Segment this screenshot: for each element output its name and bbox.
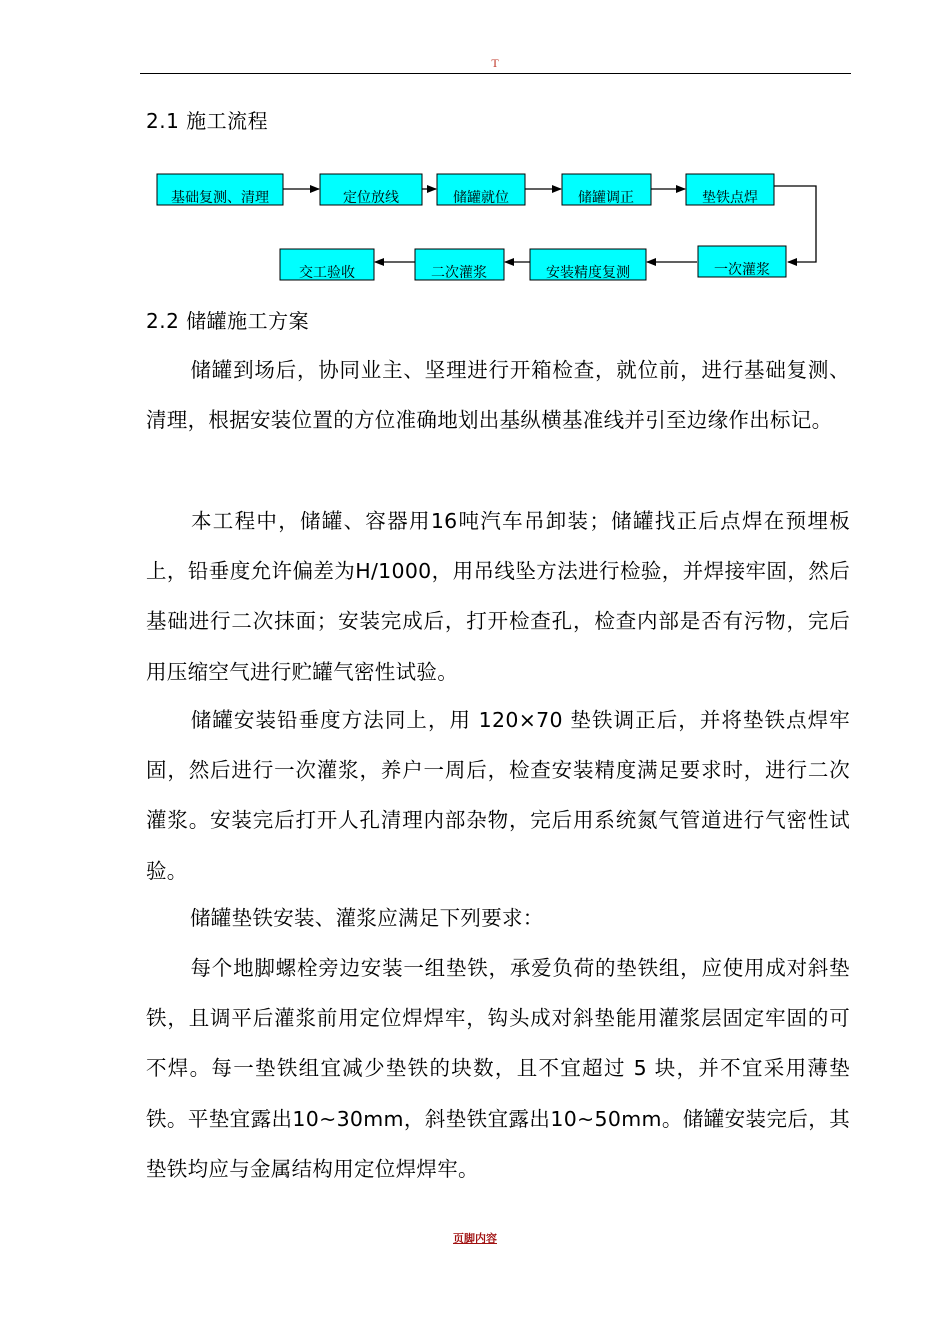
paragraph-text: 本工程中，储罐、容器用16吨汽车吊卸装；储罐找正后点焊在预埋板上，铅垂度允许偏差为H/1000，用吊线坠方法进行检验，并焊接牢固，然后基础进行二次抹面；安装完成后，打开检查孔，检查内部是否有污物，完后用压缩空气进行贮罐气密性试验。	[146, 509, 850, 684]
flow-step-handover-acceptance	[280, 249, 374, 281]
flow-step-label: 基础复测、清理	[171, 190, 269, 206]
flow-step-label: 一次灌浆	[714, 262, 770, 278]
construction-flowchart	[150, 168, 830, 288]
header-mark: T	[491, 56, 499, 70]
paragraph-text: 储罐安装铅垂度方法同上，用 120×70 垫铁调正后，并将垫铁点焊牢固，然后进行一次灌浆，养户一周后，检查安装精度满足要求时，进行二次灌浆。安装完后打开人孔清理内部杂物，完后用系统氮气管道进行气密性试验。	[146, 708, 850, 883]
paragraph-grouting	[146, 695, 850, 896]
flow-step-label: 垫铁点焊	[702, 190, 758, 206]
flow-step-shim-welding	[686, 174, 774, 206]
flow-step-label: 交工验收	[299, 265, 355, 281]
paragraph-text: 储罐垫铁安装、灌浆应满足下列要求：	[190, 906, 544, 930]
flow-step-tank-placement	[437, 174, 525, 206]
header-rule	[140, 73, 851, 74]
section-title-2-2: 2.2 储罐施工方案	[146, 309, 310, 333]
paragraph-inspection	[146, 345, 850, 445]
paragraph-hoisting	[146, 496, 850, 697]
flow-step-label: 安装精度复测	[546, 265, 630, 281]
section-title-2-1: 2.1 施工流程	[146, 109, 269, 133]
flow-step-precision-recheck	[530, 249, 646, 281]
flow-step-label: 二次灌浆	[431, 265, 487, 281]
flow-step-label: 定位放线	[343, 190, 399, 206]
paragraph-text: 每个地脚螺栓旁边安装一组垫铁，承爱负荷的垫铁组，应使用成对斜垫铁，且调平后灌浆前用定位焊焊牢，钩头成对斜垫能用灌浆层固定牢固的可不焊。每一垫铁组宜减少垫铁的块数，且不宜超过 5 块，并不宜采用薄垫铁。平垫宜露出10~30mm，斜垫铁宜露出10~50mm。储罐安装完后，其垫铁均应与金属结构用定位焊焊牢。	[146, 956, 850, 1181]
paragraph-requirements-intro	[146, 893, 850, 943]
flow-step-first-grouting	[698, 246, 786, 278]
paragraph-text: 储罐到场后，协同业主、坚理进行开箱检查，就位前，进行基础复测、清理，根据安装位置的方位准确地划出基纵横基准线并引至边缘作出标记。	[146, 358, 850, 433]
flow-step-positioning	[320, 174, 422, 206]
flow-step-label: 储罐就位	[453, 190, 509, 206]
paragraph-shim-requirements	[146, 943, 850, 1194]
flow-step-label: 储罐调正	[578, 190, 634, 206]
flow-step-tank-alignment	[562, 174, 651, 206]
flow-step-second-grouting	[415, 249, 504, 281]
page-footer: 页脚内容	[453, 1232, 497, 1245]
flow-step-foundation-recheck	[157, 174, 283, 206]
